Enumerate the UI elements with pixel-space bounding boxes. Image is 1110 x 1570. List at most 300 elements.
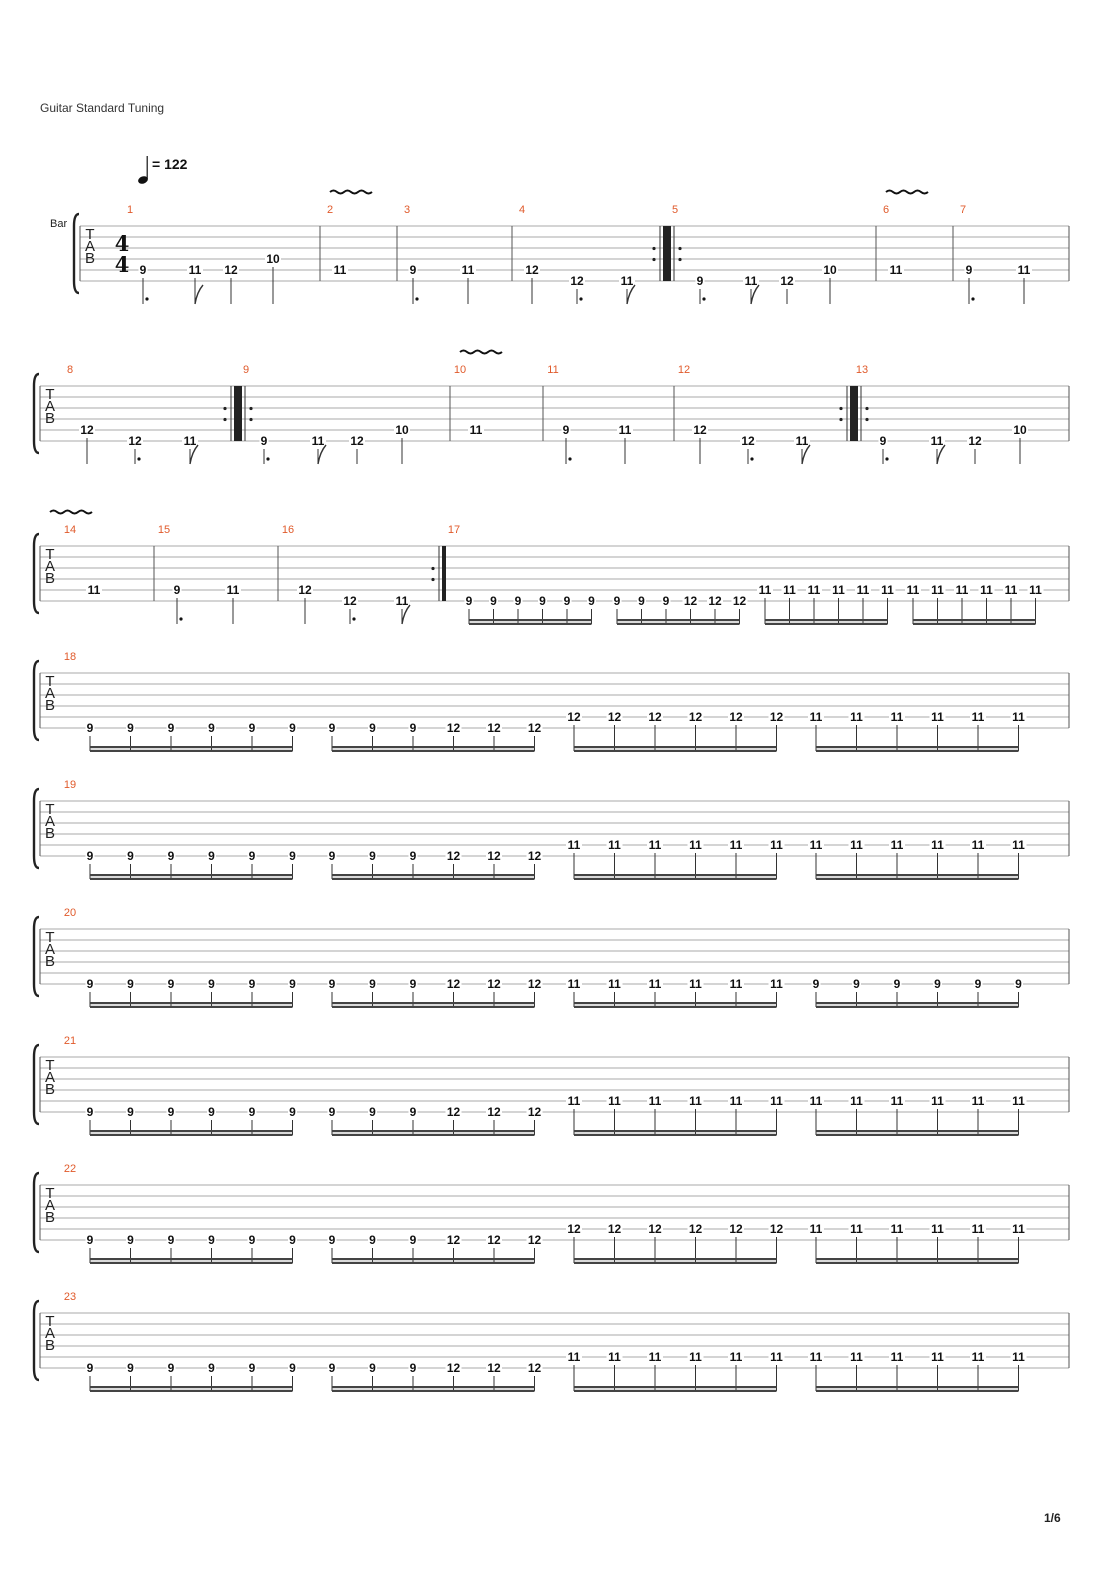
tab-note [468,423,484,437]
fret-number: 11 [881,583,894,597]
sixteenth-beam [913,623,1036,625]
staff-system-8 [34,1163,1069,1264]
vibrato-mark [50,511,92,514]
tab-clef-letter: A [44,685,56,702]
tab-note [607,838,623,879]
tab-note [929,434,945,464]
measure-number: 23 [63,1291,77,1303]
fret-number: 9 [208,1361,215,1375]
vibrato-mark [330,191,372,194]
fret-number: 11 [1012,1350,1025,1364]
sixteenth-beam [332,878,535,880]
fret-number: 12 [688,710,703,724]
fret-number: 12 [527,1361,542,1375]
tab-note [619,274,635,304]
fret-number: 12 [729,710,743,724]
tab-note [647,838,663,879]
measure-23 [64,1291,1027,1392]
fret-number: 11 [809,1222,823,1236]
fret-number: 11 [567,1350,581,1364]
tab-note [808,1094,824,1135]
tab-note [607,1350,623,1391]
fret-number: 11 [469,423,483,437]
fret-number: 11 [850,1094,863,1108]
fret-number: 12 [446,1233,461,1247]
tab-note [728,838,744,879]
track-name-label: Bar [50,218,68,230]
tab-note [970,1350,986,1391]
fret-number: 11 [689,1094,702,1108]
fret-number: 9 [167,721,175,735]
fret-number: 9 [248,721,256,735]
fret-number: 12 [446,1105,461,1119]
tab-note [1011,1222,1027,1263]
fret-number: 9 [127,1233,134,1247]
fret-number: 11 [567,1094,581,1108]
sixteenth-beam [574,1390,777,1392]
dotted-rhythm-dot [145,297,148,300]
tab-note [688,1350,704,1391]
tab-note [808,1350,824,1391]
tab-note [769,1222,785,1263]
measure-17 [448,524,1044,625]
measure-number: 9 [242,364,250,376]
measure-number: 19 [63,779,77,791]
sixteenth-beam [332,874,535,876]
tab-note [688,1222,704,1263]
time-signature-bottom: 4 [114,252,130,277]
measure-5 [667,204,876,304]
fret-number: 9 [369,977,376,991]
fret-number: 12 [527,1233,542,1247]
fret-number: 11 [618,423,632,437]
fret-number: 12 [343,594,357,608]
fret-number: 9 [879,434,887,448]
fret-number: 11 [1012,1094,1025,1108]
repeat-dot [652,247,655,250]
fret-number: 12 [128,434,142,448]
tab-note [566,1350,582,1391]
repeat-thick-line [850,386,854,441]
measure-number: 16 [281,524,295,536]
fret-number: 9 [248,1105,256,1119]
tab-note [905,583,921,624]
fret-number: 12 [487,721,501,735]
sixteenth-beam [332,750,535,752]
fret-number: 11 [608,838,621,852]
repeat-dot [839,418,842,421]
fret-number: 9 [173,583,181,597]
tab-note [740,434,756,464]
fret-number: 9 [328,1361,336,1375]
tab-note [930,583,946,624]
fret-number: 9 [289,1105,296,1119]
fret-number: 9 [514,594,522,608]
tempo-value: = 122 [152,156,188,172]
staff-bracket [34,534,39,613]
tab-clef-letter: T [45,546,55,563]
tab-clef-letter: B [44,410,56,427]
tab-note [332,263,348,277]
fret-number: 9 [208,1105,215,1119]
sixteenth-beam [332,1002,535,1004]
measure-number: 5 [671,204,679,216]
tab-note [889,1094,905,1135]
measure-number: 3 [403,204,411,216]
fret-number: 9 [208,849,215,863]
fret-number: 9 [539,594,546,608]
tab-note [769,838,785,879]
sixteenth-beam [574,1006,777,1008]
tab-clef-letter: T [45,929,55,946]
tab-note [297,583,313,624]
fret-number: 11 [1012,1222,1025,1236]
tab-clef-letter: A [44,1325,56,1342]
fret-number: 12 [683,594,698,608]
tab-note [692,423,708,464]
fret-number: 12 [968,434,982,448]
fret-number: 11 [333,263,347,277]
fret-number: 12 [567,710,581,724]
tab-note [1028,583,1044,624]
sixteenth-beam [816,878,1019,880]
measure-7 [960,204,1032,304]
tab-note [979,583,995,624]
tab-note [849,1350,865,1391]
fret-number: 11 [931,710,944,724]
tab-note [970,1094,986,1135]
tab-note [808,838,824,879]
fret-number: 11 [311,434,325,448]
fret-number: 9 [409,849,417,863]
tab-note [139,263,149,304]
fret-number: 9 [853,977,860,991]
sixteenth-beam [469,623,592,625]
fret-number: 12 [693,423,707,437]
fret-number: 11 [971,1350,985,1364]
fret-number: 9 [167,1361,175,1375]
measure-14 [50,511,154,602]
repeat-thick-line [234,386,238,441]
fret-number: 12 [769,710,784,724]
sixteenth-beam [816,1262,1019,1264]
tab-note [822,263,838,304]
fret-number: 11 [183,434,197,448]
fret-number: 12 [487,1105,501,1119]
measure-9 [238,364,450,464]
fret-number: 11 [783,583,796,597]
tab-note [566,1222,582,1263]
sixteenth-beam [574,878,777,880]
eighth-flag [195,285,203,304]
measure-number: 13 [855,364,869,376]
fret-number: 11 [729,977,743,991]
tab-note [260,434,270,464]
tab-note [647,710,663,751]
measure-6 [883,191,953,282]
fret-number: 9 [260,434,268,448]
fret-number: 11 [729,1094,743,1108]
fret-number: 11 [809,838,823,852]
fret-number: 11 [770,1350,783,1364]
measure-21 [64,1035,1027,1136]
tab-note [1011,710,1027,751]
sixteenth-beam [816,1258,1019,1260]
fret-number: 9 [328,1233,336,1247]
fret-number: 9 [965,263,973,277]
tab-note [888,263,904,277]
fret-number: 11 [770,977,783,991]
tab-note [970,838,986,879]
fret-number: 11 [889,263,903,277]
fret-number: 9 [490,594,497,608]
fret-number: 9 [409,977,417,991]
tab-note [970,710,986,751]
fret-number: 12 [648,710,662,724]
fret-number: 11 [807,583,821,597]
sixteenth-beam [816,1386,1019,1388]
tab-note [1003,583,1019,624]
tab-note [647,1222,663,1263]
measure-20 [64,907,1023,1008]
tab-clef-letter: T [45,1313,55,1330]
fret-number: 11 [648,1094,662,1108]
fret-number: 11 [188,263,202,277]
measure-22 [64,1163,1027,1264]
tab-note [182,434,198,464]
fret-number: 11 [980,583,993,597]
repeat-dot [431,567,434,570]
fret-number: 12 [741,434,755,448]
tab-note [849,1222,865,1263]
tab-note [889,1350,905,1391]
fret-number: 9 [409,721,417,735]
fret-number: 9 [127,721,134,735]
staff-bracket [34,917,39,996]
fret-number: 12 [527,721,542,735]
fret-number: 12 [607,710,622,724]
measure-number: 10 [453,364,467,376]
repeat-dot [652,258,655,261]
tab-note [696,274,706,304]
measure-number: 22 [63,1163,77,1175]
fret-number: 9 [289,721,296,735]
tab-note [728,710,744,751]
sixteenth-beam [90,1006,293,1008]
tab-note [1011,1350,1027,1391]
staff-system-9 [34,1291,1069,1392]
fret-number: 11 [809,1094,823,1108]
fret-number: 12 [527,1105,542,1119]
sixteenth-beam [574,1262,777,1264]
repeat-dot [865,407,868,410]
tab-note [566,710,582,751]
tab-note [782,583,798,624]
dotted-rhythm-dot [266,457,269,460]
fret-number: 12 [732,594,747,608]
vibrato-mark [460,351,502,354]
sixteenth-beam [617,619,740,621]
sixteenth-beam [816,1130,1019,1132]
fret-number: 11 [931,838,944,852]
fret-number: 12 [446,1361,461,1375]
repeat-thick-line [667,226,671,281]
sixteenth-beam [816,1006,1019,1008]
fret-number: 12 [607,1222,622,1236]
fret-number: 11 [809,1350,823,1364]
time-signature-top: 4 [114,231,130,256]
fret-number: 9 [328,977,336,991]
tab-clef-letter: B [44,1081,56,1098]
fret-number: 11 [744,274,758,288]
repeat-thick-line [663,226,667,281]
fret-number: 11 [608,977,621,991]
measure-18 [64,651,1027,752]
fret-number: 11 [648,977,662,991]
tab-clef-letter: A [44,398,56,415]
tab-note [617,423,633,464]
fret-number: 12 [780,274,794,288]
tab-note [831,583,847,624]
tab-clef-letter: B [44,825,56,842]
fret-number: 9 [248,977,256,991]
measure-19 [64,779,1027,880]
tab-clef-letter: A [44,941,56,958]
tab-note [86,583,102,597]
sixteenth-beam [90,1262,293,1264]
sixteenth-beam [332,1130,535,1132]
tab-note [688,710,704,751]
sixteenth-beam [332,1134,535,1136]
measure-11 [547,364,674,464]
staff-system-1 [74,191,1069,305]
fret-number: 10 [395,423,409,437]
tab-note [743,274,759,304]
tab-note [889,1222,905,1263]
fret-number: 11 [1012,710,1025,724]
fret-number: 9 [696,274,704,288]
tab-note [265,252,281,304]
repeat-dot [249,407,252,410]
tab-note [647,1350,663,1391]
measure-number: 14 [63,524,77,536]
fret-number: 11 [890,1350,904,1364]
tab-note [1011,1094,1027,1135]
sixteenth-beam [332,1258,535,1260]
measure-number: 11 [547,364,559,376]
tab-note [688,838,704,879]
sixteenth-beam [90,874,293,876]
fret-number: 11 [689,977,702,991]
tab-note [930,1222,946,1263]
sixteenth-beam [816,1002,1019,1004]
measure-8 [67,364,238,464]
tab-note [607,1222,623,1263]
sixteenth-beam [617,623,740,625]
fret-number: 12 [487,1233,501,1247]
fret-number: 12 [527,849,542,863]
sixteenth-beam [469,619,592,621]
fret-number: 9 [588,594,595,608]
staff-bracket [74,214,79,293]
measure-10 [454,351,543,442]
fret-number: 9 [248,849,256,863]
tab-note [889,710,905,751]
measure-number: 17 [447,524,461,536]
fret-number: 11 [729,838,743,852]
fret-number: 10 [823,263,837,277]
tab-clef-letter: B [44,953,56,970]
fret-number: 10 [266,252,280,266]
staff-bracket [34,661,39,740]
tab-note [855,583,871,624]
sixteenth-beam [332,1262,535,1264]
fret-number: 9 [127,1361,134,1375]
staff-system-2 [34,351,1069,465]
fret-number: 12 [567,1222,581,1236]
fret-number: 11 [850,710,863,724]
tab-note [728,1222,744,1263]
staff-bracket [34,374,39,453]
fret-number: 9 [369,1361,376,1375]
fret-number: 9 [86,977,94,991]
fret-number: 10 [1013,423,1027,437]
staff-bracket [34,1301,39,1380]
tab-clef-letter: A [44,1069,56,1086]
dotted-rhythm-dot [579,297,582,300]
fret-number: 11 [608,1350,621,1364]
tab-note [187,263,203,304]
fret-number: 11 [906,583,920,597]
sixteenth-beam [90,878,293,880]
fret-number: 12 [708,594,722,608]
fret-number: 9 [127,1105,134,1119]
tab-clef-letter: A [44,813,56,830]
sixteenth-beam [90,750,293,752]
dotted-rhythm-dot [179,617,182,620]
repeat-dot [678,247,681,250]
fret-number: 11 [87,583,101,597]
tab-note [954,583,970,624]
fret-number: 11 [809,710,823,724]
tab-clef-letter: B [84,250,96,267]
fret-number: 11 [890,838,904,852]
tab-note [889,838,905,879]
fret-number: 12 [80,423,94,437]
fret-number: 9 [812,977,820,991]
fret-number: 9 [86,849,94,863]
fret-number: 12 [525,263,539,277]
dotted-rhythm-dot [702,297,705,300]
tab-note [930,1350,946,1391]
tab-note [757,583,773,624]
measure-16 [282,524,446,624]
tab-note [173,583,183,624]
tab-note [965,263,975,304]
tuning-label: Guitar Standard Tuning [40,101,165,115]
staff-bracket [34,789,39,868]
fret-number: 11 [567,838,581,852]
sixteenth-beam [90,1386,293,1388]
tab-clef-letter: B [44,697,56,714]
tab-clef-letter: B [44,570,56,587]
sixteenth-beam [90,746,293,748]
sixteenth-beam [332,1390,535,1392]
tab-clef-letter: T [45,801,55,818]
fret-number: 11 [850,838,863,852]
fret-number: 11 [931,1350,944,1364]
fret-number: 12 [570,274,584,288]
